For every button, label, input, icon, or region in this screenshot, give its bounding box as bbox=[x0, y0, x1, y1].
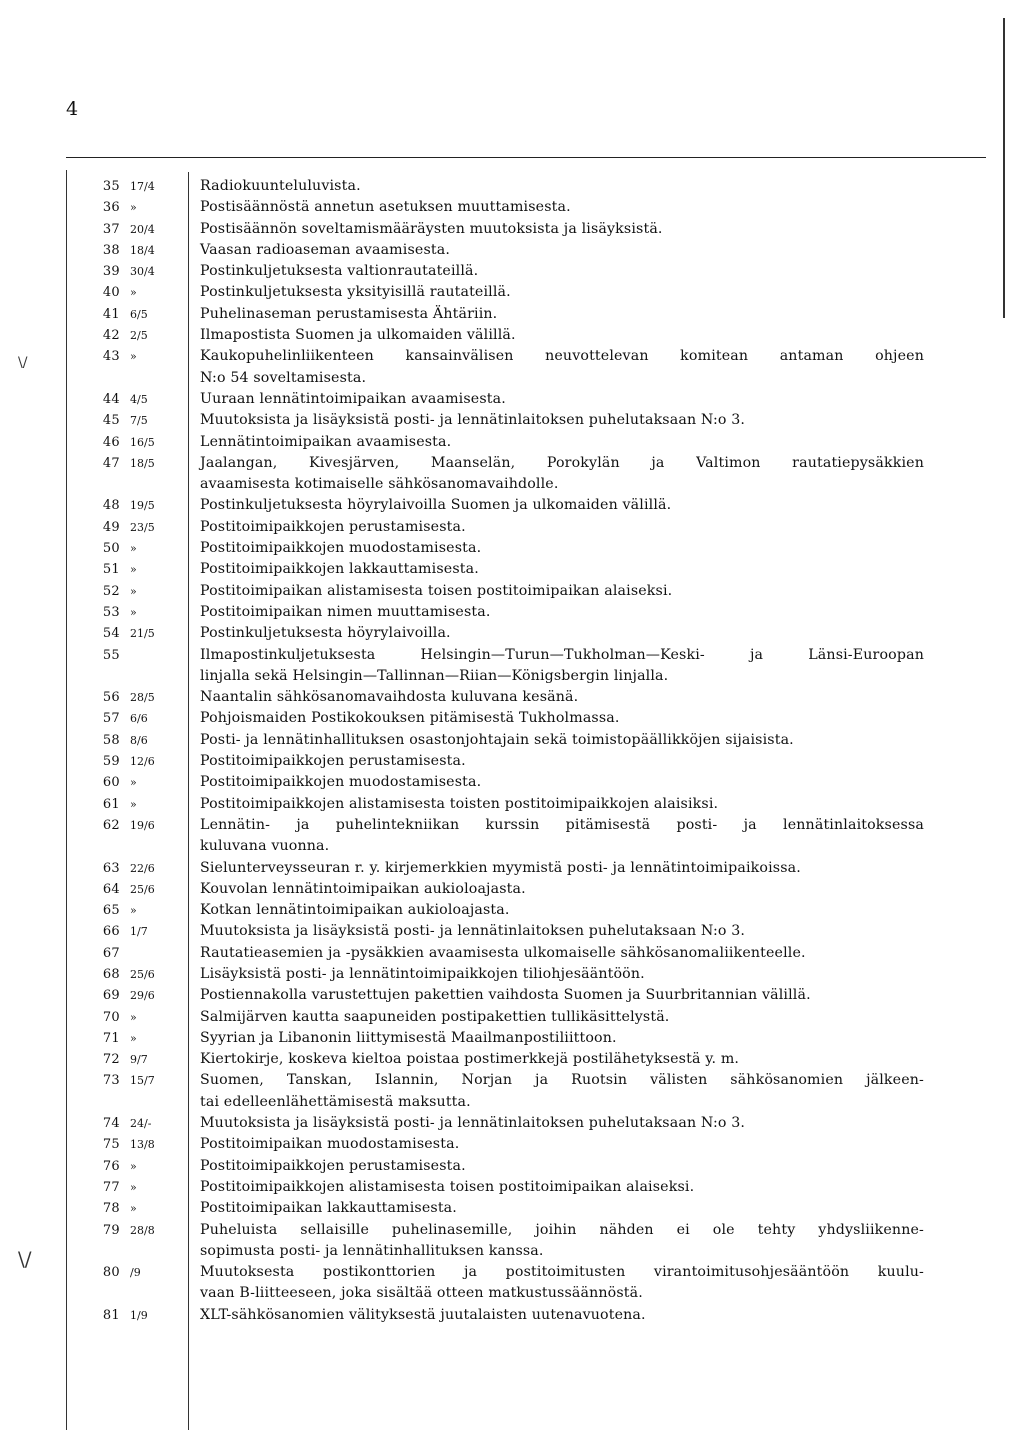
entry-number: 68 bbox=[102, 966, 120, 982]
entry-title bbox=[200, 1113, 924, 1134]
entry-title-line: Suomen, Tanskan, Islannin, Norjan ja Ruotsin välisten sähkösanomien jälkeen- bbox=[200, 1072, 924, 1089]
entry-number: 50 bbox=[102, 541, 120, 557]
entry-number: 64 bbox=[102, 881, 120, 897]
list-item bbox=[0, 708, 1024, 729]
entry-title bbox=[200, 1305, 924, 1326]
entry-number: 39 bbox=[102, 264, 120, 280]
entry-title-line: Postinkuljetuksesta valtionrautateillä. bbox=[200, 263, 479, 280]
entry-title-line: Kotkan lennätintoimipaikan aukioloajasta. bbox=[200, 902, 510, 919]
entry-title-line: Lennätintoimipaikan avaamisesta. bbox=[200, 433, 452, 450]
entry-number: 56 bbox=[102, 690, 120, 706]
entry-title bbox=[200, 1177, 924, 1198]
entry-title-line: Sielunterveysseuran r. y. kirjemerkkien myymistä posti- ja lennätintoimipaikoissa. bbox=[200, 859, 801, 876]
entry-number: 57 bbox=[102, 711, 120, 727]
entry-title bbox=[200, 879, 924, 900]
entry-title bbox=[200, 708, 924, 729]
list-item bbox=[0, 623, 1024, 644]
list-item bbox=[0, 304, 1024, 325]
entry-number: 40 bbox=[102, 285, 120, 301]
margin-check-mark: \/ bbox=[18, 1247, 32, 1271]
list-item bbox=[0, 1198, 1024, 1219]
entry-date: » bbox=[130, 542, 137, 556]
entry-title bbox=[200, 1134, 924, 1155]
entry-title-line: Naantalin sähkösanomavaihdosta kuluvana kesänä. bbox=[200, 689, 579, 706]
list-item bbox=[0, 645, 1024, 688]
entry-number: 60 bbox=[102, 775, 120, 791]
entry-title bbox=[200, 1007, 924, 1028]
list-item bbox=[0, 687, 1024, 708]
entry-title-line: kuluvana vuonna. bbox=[200, 838, 330, 855]
entry-title bbox=[200, 1262, 924, 1305]
page-number: 4 bbox=[66, 98, 79, 120]
entry-title bbox=[200, 432, 924, 453]
entry-date: » bbox=[130, 1159, 137, 1173]
entry-date: 25/6 bbox=[130, 882, 155, 896]
entry-number: 69 bbox=[102, 988, 120, 1004]
entry-date: 19/6 bbox=[130, 818, 155, 832]
entry-title-line: Postisäännön soveltamismääräysten muutoksista ja lisäyksistä. bbox=[200, 220, 663, 237]
entry-number: 51 bbox=[102, 562, 120, 578]
entry-title bbox=[200, 517, 924, 538]
list-item bbox=[0, 964, 1024, 985]
list-item bbox=[0, 1028, 1024, 1049]
entry-date: 15/7 bbox=[130, 1074, 155, 1088]
entry-title-line: Postitoimipaikkojen lakkauttamisesta. bbox=[200, 561, 479, 578]
entry-title-line: Postinkuljetuksesta höyrylaivoilla Suomen ja ulkomaiden välillä. bbox=[200, 497, 672, 514]
entry-title bbox=[200, 815, 924, 858]
list-item bbox=[0, 1177, 1024, 1198]
entry-title bbox=[200, 921, 924, 942]
margin-check-mark: \/ bbox=[18, 355, 28, 371]
entry-title-line: vaan B-liitteeseen, joka sisältää otteen matkustussäännöstä. bbox=[200, 1285, 643, 1302]
entry-number: 55 bbox=[102, 647, 120, 663]
entry-number: 52 bbox=[102, 583, 120, 599]
entry-title bbox=[200, 581, 924, 602]
entry-title-line: Muutoksista ja lisäyksistä posti- ja lennätinlaitoksen puhelutaksaan N:o 3. bbox=[200, 1115, 746, 1132]
list-item bbox=[0, 325, 1024, 346]
entry-date: » bbox=[130, 1180, 137, 1194]
entry-title-line: Ilmapostinkuljetuksesta Helsingin—Turun—Tukholman—Keski- ja Länsi-Euroopan bbox=[200, 646, 924, 663]
list-item bbox=[0, 943, 1024, 964]
entry-number: 44 bbox=[102, 391, 120, 407]
entry-number: 81 bbox=[102, 1307, 120, 1323]
entry-date: 18/4 bbox=[130, 243, 155, 257]
entry-title-line: Postitoimipaikkojen perustamisesta. bbox=[200, 753, 466, 770]
entry-date: 28/5 bbox=[130, 691, 155, 705]
entry-title bbox=[200, 602, 924, 623]
entry-title-line: Muutoksesta postikonttorien ja postitoimitusten virantoimitusohjesääntöön kuulu- bbox=[200, 1264, 924, 1281]
list-item bbox=[0, 346, 1024, 389]
entry-title-line: Postitoimipaikkojen perustamisesta. bbox=[200, 518, 466, 535]
entry-title-line: Posti- ja lennätinhallituksen osastonjohtajain sekä toimistopäällikköjen sijaisista. bbox=[200, 731, 794, 748]
entry-title bbox=[200, 219, 924, 240]
entry-date: 18/5 bbox=[130, 456, 155, 470]
list-item bbox=[0, 1134, 1024, 1155]
list-item bbox=[0, 432, 1024, 453]
entry-title-line: Muutoksista ja lisäyksistä posti- ja lennätinlaitoksen puhelutaksaan N:o 3. bbox=[200, 923, 746, 940]
entry-title-line: Salmijärven kautta saapuneiden postipakettien tullikäsittelystä. bbox=[200, 1008, 670, 1025]
list-item bbox=[0, 410, 1024, 431]
entry-title bbox=[200, 1070, 924, 1113]
entry-date: 1/9 bbox=[130, 1308, 148, 1322]
entry-date: 17/4 bbox=[130, 180, 155, 193]
entry-number: 73 bbox=[102, 1073, 120, 1089]
entry-date: » bbox=[130, 584, 137, 598]
entry-number: 80 bbox=[102, 1265, 120, 1281]
list-item bbox=[0, 602, 1024, 623]
entry-number: 36 bbox=[102, 200, 120, 216]
entry-date: » bbox=[130, 201, 137, 215]
entry-number: 48 bbox=[102, 498, 120, 514]
list-item bbox=[0, 219, 1024, 240]
entry-title bbox=[200, 453, 924, 496]
entry-title-line: XLT-sähkösanomien välityksestä juutalaisten uutenavuotena. bbox=[200, 1306, 646, 1323]
entry-title bbox=[200, 176, 924, 197]
entry-date: 6/6 bbox=[130, 712, 148, 726]
entry-date: 9/7 bbox=[130, 1053, 148, 1067]
list-item bbox=[0, 879, 1024, 900]
list-item bbox=[0, 240, 1024, 261]
entry-title-line: Lennätin- ja puhelintekniikan kurssin pitämisestä posti- ja lennätinlaitoksessa bbox=[200, 816, 924, 833]
entry-number: 58 bbox=[102, 732, 120, 748]
entry-date: » bbox=[130, 1202, 137, 1216]
entry-date: » bbox=[130, 1031, 137, 1045]
entry-number: 59 bbox=[102, 754, 120, 770]
entry-title-line: Syyrian ja Libanonin liittymisestä Maailmanpostiliittoon. bbox=[200, 1029, 617, 1046]
entry-title-line: Kaukopuhelinliikenteen kansainvälisen neuvottelevan komitean antaman ohjeen bbox=[200, 348, 924, 365]
entry-number: 62 bbox=[102, 817, 120, 833]
entry-title-line: Lisäyksistä posti- ja lennätintoimipaikkojen tiliohjesääntöön. bbox=[200, 965, 645, 982]
entry-date: 2/5 bbox=[130, 329, 148, 343]
entry-date: 23/5 bbox=[130, 520, 155, 534]
entry-number: 46 bbox=[102, 434, 120, 450]
list-item bbox=[0, 559, 1024, 580]
entry-number: 70 bbox=[102, 1009, 120, 1025]
entry-date: » bbox=[130, 605, 137, 619]
entry-number: 78 bbox=[102, 1201, 120, 1217]
list-item bbox=[0, 517, 1024, 538]
entry-date: 13/8 bbox=[130, 1138, 155, 1152]
entry-title-line: Ilmapostista Suomen ja ulkomaiden välillä. bbox=[200, 327, 516, 344]
entry-title-line: Puhelinaseman perustamisesta Ähtäriin. bbox=[200, 305, 498, 322]
entry-number: 75 bbox=[102, 1137, 120, 1153]
entry-title bbox=[200, 389, 924, 410]
entry-title bbox=[200, 623, 924, 644]
entry-date: 19/5 bbox=[130, 499, 155, 513]
entry-number: 63 bbox=[102, 860, 120, 876]
entry-title bbox=[200, 1220, 924, 1263]
entry-number: 79 bbox=[102, 1222, 120, 1238]
entry-number: 35 bbox=[102, 179, 120, 194]
entry-title bbox=[200, 495, 924, 516]
entry-title bbox=[200, 751, 924, 772]
entry-title-line: Kouvolan lennätintoimipaikan aukioloajasta. bbox=[200, 880, 526, 897]
list-item bbox=[0, 389, 1024, 410]
entry-title bbox=[200, 261, 924, 282]
entry-title-line: Postitoimipaikkojen perustamisesta. bbox=[200, 1157, 466, 1174]
entry-title bbox=[200, 304, 924, 325]
list-item bbox=[0, 495, 1024, 516]
entry-title-line: Postitoimipaikan muodostamisesta. bbox=[200, 1136, 460, 1153]
entry-title-line: Jaalangan, Kivesjärven, Maanselän, Porokylän ja Valtimon rautatiepysäkkien bbox=[200, 454, 924, 471]
list-item bbox=[0, 794, 1024, 815]
list-item bbox=[0, 261, 1024, 282]
list-item bbox=[0, 197, 1024, 218]
entry-title-line: Postiennakolla varustettujen pakettien vaihdosta Suomen ja Suurbritannian välillä. bbox=[200, 987, 811, 1004]
entry-date: » bbox=[130, 776, 137, 790]
entry-date: 6/5 bbox=[130, 307, 148, 321]
entry-number: 77 bbox=[102, 1179, 120, 1195]
list-item bbox=[0, 538, 1024, 559]
entry-title bbox=[200, 1028, 924, 1049]
entry-title-line: Muutoksista ja lisäyksistä posti- ja lennätinlaitoksen puhelutaksaan N:o 3. bbox=[200, 412, 746, 429]
entry-title bbox=[200, 1156, 924, 1177]
entry-title-line: Postitoimipaikan lakkauttamisesta. bbox=[200, 1200, 457, 1217]
entry-title-line: Puheluista sellaisille puhelinasemille, joihin nähden ei ole tehty yhdysliikenne- bbox=[200, 1221, 924, 1238]
entry-date: 20/4 bbox=[130, 222, 155, 236]
entry-title bbox=[200, 730, 924, 751]
entry-title bbox=[200, 346, 924, 389]
entry-number: 54 bbox=[102, 626, 120, 642]
entry-number: 49 bbox=[102, 519, 120, 535]
entry-date: /9 bbox=[130, 1266, 141, 1280]
entry-title bbox=[200, 282, 924, 303]
entry-number: 72 bbox=[102, 1052, 120, 1068]
entry-title-line: sopimusta posti- ja lennätinhallituksen kanssa. bbox=[200, 1242, 544, 1259]
circular-list bbox=[0, 176, 1024, 1326]
entry-title-line: N:o 54 soveltamisesta. bbox=[200, 369, 367, 386]
entry-date: 8/6 bbox=[130, 733, 148, 747]
entry-date: » bbox=[130, 1010, 137, 1024]
list-item bbox=[0, 1049, 1024, 1070]
entry-title-line: Postitoimipaikan nimen muuttamisesta. bbox=[200, 603, 491, 620]
entry-title-line: Radiokuunteluluvista. bbox=[200, 178, 361, 194]
entry-title bbox=[200, 900, 924, 921]
entry-date: 29/6 bbox=[130, 989, 155, 1003]
entry-date: 30/4 bbox=[130, 265, 155, 279]
list-item bbox=[0, 921, 1024, 942]
entry-date: 16/5 bbox=[130, 435, 155, 449]
list-item bbox=[0, 581, 1024, 602]
entry-number: 43 bbox=[102, 349, 120, 365]
entry-number: 53 bbox=[102, 604, 120, 620]
list-item bbox=[0, 858, 1024, 879]
entry-number: 76 bbox=[102, 1158, 120, 1174]
entry-number: 37 bbox=[102, 221, 120, 237]
entry-title-line: Uuraan lennätintoimipaikan avaamisesta. bbox=[200, 390, 506, 407]
entry-number: 66 bbox=[102, 924, 120, 940]
entry-title bbox=[200, 943, 924, 964]
entry-date: » bbox=[130, 904, 137, 918]
entry-title bbox=[200, 325, 924, 346]
entry-date: » bbox=[130, 797, 137, 811]
list-item bbox=[0, 900, 1024, 921]
entry-title bbox=[200, 559, 924, 580]
entry-title bbox=[200, 538, 924, 559]
entry-date: 24/- bbox=[130, 1117, 152, 1131]
entry-date: 7/5 bbox=[130, 414, 148, 428]
entry-date: » bbox=[130, 286, 137, 300]
entry-title bbox=[200, 645, 924, 688]
entry-title bbox=[200, 794, 924, 815]
list-item bbox=[0, 1113, 1024, 1134]
entry-title-line: Postitoimipaikan alistamisesta toisen postitoimipaikan alaiseksi. bbox=[200, 582, 673, 599]
list-item bbox=[0, 1305, 1024, 1326]
entry-number: 61 bbox=[102, 796, 120, 812]
list-item bbox=[0, 1156, 1024, 1177]
entry-number: 65 bbox=[102, 903, 120, 919]
entry-title bbox=[200, 772, 924, 793]
list-item bbox=[0, 751, 1024, 772]
entry-date: 28/8 bbox=[130, 1223, 155, 1237]
entry-date: 1/7 bbox=[130, 925, 148, 939]
entry-number: 41 bbox=[102, 306, 120, 322]
entry-title-line: tai edelleenlähettämisestä maksutta. bbox=[200, 1093, 471, 1110]
entry-title-line: Pohjoismaiden Postikokouksen pitämisestä Tukholmassa. bbox=[200, 710, 620, 727]
list-item bbox=[0, 282, 1024, 303]
entry-number: 74 bbox=[102, 1116, 120, 1132]
entry-title bbox=[200, 410, 924, 431]
entry-title-line: Vaasan radioaseman avaamisesta. bbox=[200, 241, 450, 258]
entry-number: 67 bbox=[102, 945, 120, 961]
entry-title bbox=[200, 985, 924, 1006]
entry-date: » bbox=[130, 563, 137, 577]
list-item bbox=[0, 1220, 1024, 1263]
entry-title bbox=[200, 1049, 924, 1070]
list-item bbox=[0, 772, 1024, 793]
entry-title bbox=[200, 1198, 924, 1219]
entry-number: 47 bbox=[102, 455, 120, 471]
entry-title bbox=[200, 687, 924, 708]
list-item bbox=[0, 1070, 1024, 1113]
entry-title-line: linjalla sekä Helsingin—Tallinnan—Riian—Königsbergin linjalla. bbox=[200, 667, 669, 684]
list-item bbox=[0, 1262, 1024, 1305]
entry-title-line: Postitoimipaikkojen alistamisesta toisen postitoimipaikan alaiseksi. bbox=[200, 1178, 695, 1195]
list-item bbox=[0, 453, 1024, 496]
entry-title-line: Postitoimipaikkojen muodostamisesta. bbox=[200, 774, 482, 791]
header-rule bbox=[66, 157, 986, 158]
entry-title bbox=[200, 240, 924, 261]
entry-title bbox=[200, 964, 924, 985]
entry-title-line: Postitoimipaikkojen muodostamisesta. bbox=[200, 540, 482, 557]
list-item bbox=[0, 1007, 1024, 1028]
entry-date: 12/6 bbox=[130, 755, 155, 769]
entry-number: 38 bbox=[102, 242, 120, 258]
entry-date: 4/5 bbox=[130, 392, 148, 406]
entry-number: 42 bbox=[102, 328, 120, 344]
entry-title bbox=[200, 197, 924, 218]
entry-date: 21/5 bbox=[130, 627, 155, 641]
entry-title-line: Postisäännöstä annetun asetuksen muuttamisesta. bbox=[200, 199, 571, 216]
entry-title-line: Postinkuljetuksesta höyrylaivoilla. bbox=[200, 625, 451, 642]
list-item bbox=[0, 730, 1024, 751]
entry-title-line: avaamisesta kotimaiselle sähkösanomavaihdolle. bbox=[200, 476, 559, 493]
entry-title-line: Kiertokirje, koskeva kieltoa poistaa postimerkkejä postilähetyksestä y. m. bbox=[200, 1051, 740, 1068]
entry-title bbox=[200, 858, 924, 879]
entry-title-line: Postitoimipaikkojen alistamisesta toisten postitoimipaikkojen alaisiksi. bbox=[200, 795, 719, 812]
entry-date: 25/6 bbox=[130, 967, 155, 981]
entry-number: 45 bbox=[102, 413, 120, 429]
entry-title-line: Rautatieasemien ja -pysäkkien avaamisesta ulkomaiselle sähkösanomaliikenteelle. bbox=[200, 944, 806, 961]
list-item bbox=[0, 176, 1024, 197]
entry-title-line: Postinkuljetuksesta yksityisillä rautateillä. bbox=[200, 284, 511, 301]
entry-date: 22/6 bbox=[130, 861, 155, 875]
list-item bbox=[0, 985, 1024, 1006]
entry-number: 71 bbox=[102, 1030, 120, 1046]
list-item bbox=[0, 815, 1024, 858]
entry-date: » bbox=[130, 350, 137, 364]
